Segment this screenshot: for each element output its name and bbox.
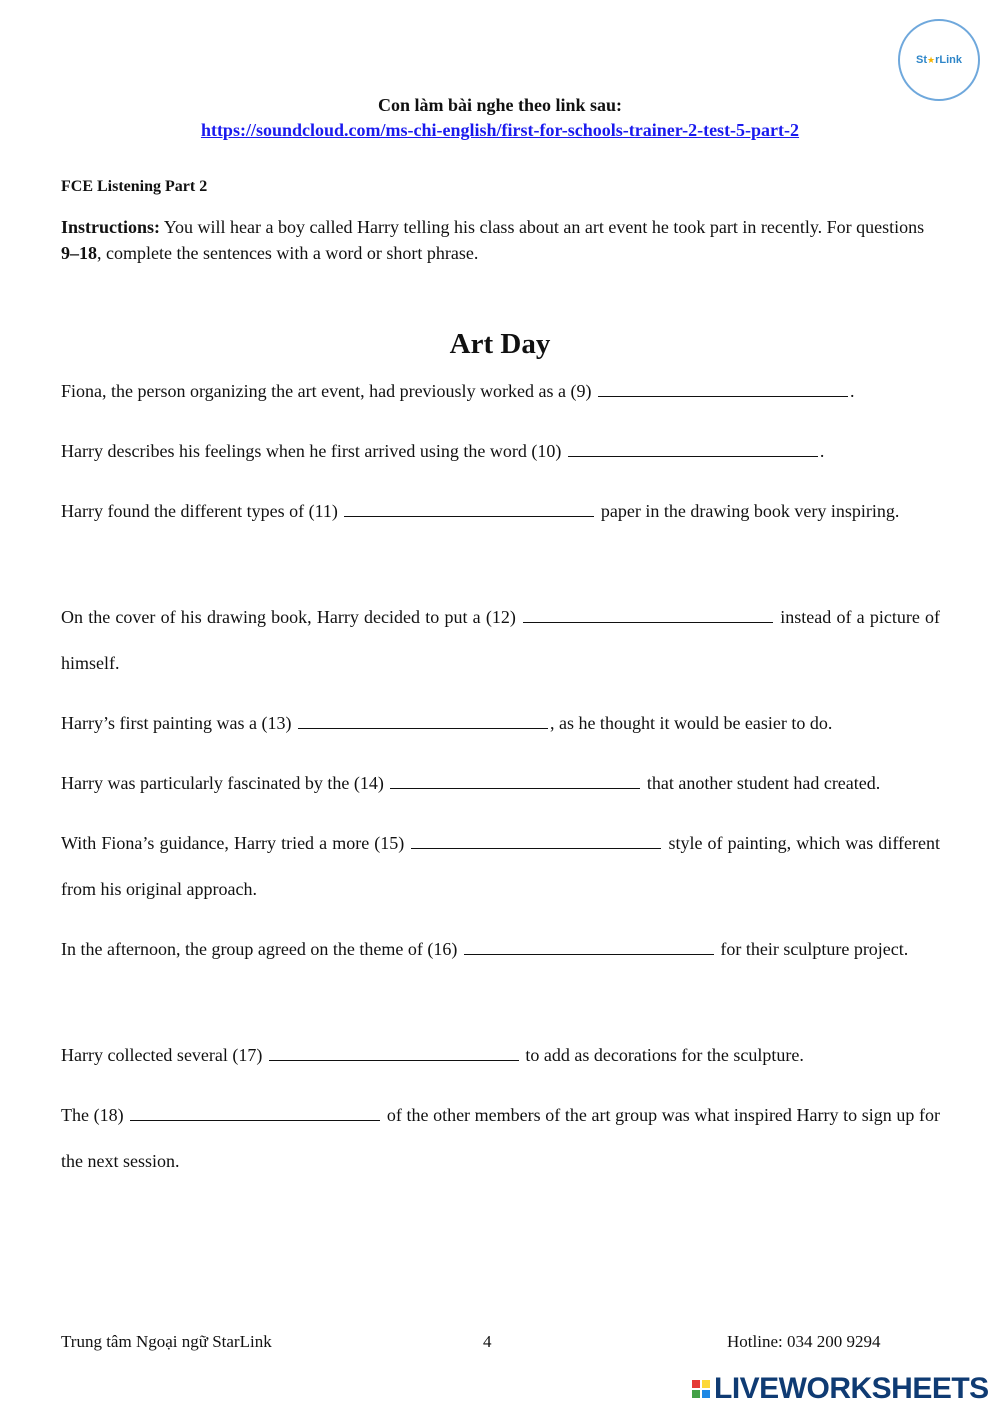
question-text-after: to add as decorations for the sculpture.: [525, 1045, 804, 1065]
question-text: Harry’s first painting was a (13): [61, 713, 292, 733]
question-text: In the afternoon, the group agreed on the theme of (16): [61, 939, 458, 959]
instructions: [61, 214, 941, 266]
instructions-label: Instructions:: [61, 217, 161, 237]
question-text: Fiona, the person organizing the art event, had previously worked as a (9): [61, 381, 592, 401]
question-11: [61, 488, 940, 534]
question-text-after: for their sculpture project.: [720, 939, 909, 959]
question-text-after: paper in the drawing book very inspiring.: [600, 501, 900, 521]
answer-blank-16[interactable]: [464, 938, 714, 955]
liveworksheets-watermark: [692, 1374, 989, 1404]
answer-blank-10[interactable]: [568, 440, 818, 457]
instructions-text-2: , complete the sentences with a word or short phrase.: [97, 243, 479, 263]
answer-blank-13[interactable]: [298, 712, 548, 729]
page-title: Art Day: [449, 328, 551, 360]
question-text: Harry collected several (17): [61, 1045, 263, 1065]
footer-page-number: 4: [483, 1332, 492, 1351]
answer-blank-14[interactable]: [390, 772, 640, 789]
question-text: Harry was particularly fascinated by the (14): [61, 773, 384, 793]
question-13: [61, 700, 940, 746]
question-text-after: instead of a picture of himself.: [61, 607, 941, 673]
question-text: The (18): [61, 1105, 124, 1125]
question-text-after: , as he thought it would be easier to do.: [549, 713, 833, 733]
question-18: [61, 1092, 940, 1184]
footer-center-name: Trung tâm Ngoại ngữ StarLink: [61, 1332, 272, 1351]
answer-blank-12[interactable]: [523, 606, 773, 623]
answer-blank-9[interactable]: [598, 380, 848, 397]
question-text: Harry found the different types of (11): [61, 501, 338, 521]
header-instruction: Con làm bài nghe theo link sau:: [377, 95, 623, 115]
question-16: [61, 926, 940, 972]
logo-text-end: rLink: [935, 54, 962, 66]
question-text-after: of the other members of the art group was what inspired Harry to sign up for the next session.: [61, 1105, 940, 1171]
answer-blank-17[interactable]: [269, 1044, 519, 1061]
soundcloud-link[interactable]: https://soundcloud.com/ms-chi-english/first-for-schools-trainer-2-test-5-part-2: [200, 120, 800, 140]
instructions-text-1: You will hear a boy called Harry telling his class about an art event he took part in recently. For questions: [160, 217, 925, 237]
logo-text-start: St: [916, 54, 927, 66]
question-17: [61, 1032, 940, 1078]
header-link-line: [0, 120, 1000, 141]
question-text: With Fiona’s guidance, Harry tried a more (15): [61, 833, 405, 853]
question-12: [61, 594, 940, 686]
section-label: FCE Listening Part 2: [61, 178, 208, 195]
footer-hotline: Hotline: 034 200 9294: [727, 1332, 881, 1351]
question-text: Harry describes his feelings when he first arrived using the word (10): [61, 441, 562, 461]
question-text-after: .: [850, 381, 855, 401]
question-text-after: that another student had created.: [646, 773, 881, 793]
star-icon: ★: [927, 54, 936, 65]
liveworksheets-icon: [692, 1380, 710, 1398]
starlink-logo: [898, 19, 980, 101]
question-9: [61, 368, 940, 414]
answer-blank-15[interactable]: [411, 832, 661, 849]
question-text-after: .: [819, 441, 825, 461]
question-text: On the cover of his drawing book, Harry decided to put a (12): [61, 607, 516, 627]
question-15: [61, 820, 940, 912]
question-14: [61, 760, 940, 806]
question-10: [61, 428, 940, 474]
answer-blank-11[interactable]: [344, 500, 594, 517]
question-text-after: style of painting, which was different from his original approach.: [61, 833, 941, 899]
answer-blank-18[interactable]: [130, 1104, 380, 1121]
question-range: 9–18: [61, 243, 97, 263]
liveworksheets-text: LIVEWORKSHEETS: [714, 1372, 989, 1405]
